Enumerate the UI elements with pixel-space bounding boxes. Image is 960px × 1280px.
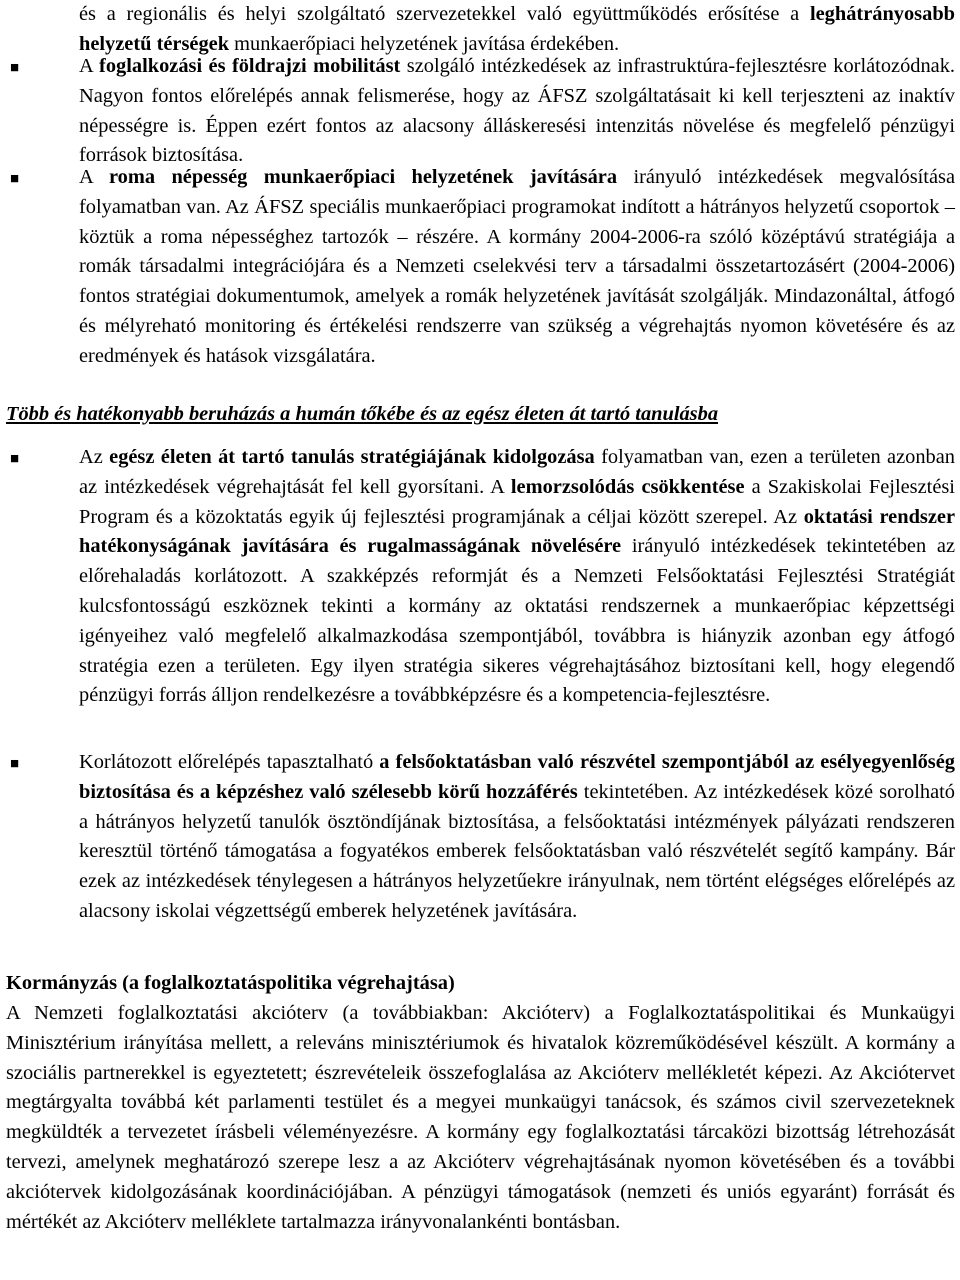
bullet-marker-icon: ■ <box>10 60 20 76</box>
bullet-mobility: A foglalkozási és földrajzi mobilitást szolgáló intézkedések az infrastruktúra-fejlesztésre korlátozódnak. Nagyon fontos előrelépés annak felismerése, hogy az ÁFSZ szolgáltatásait ki kell terjeszteni az inaktív népességre is. Éppen ezért fontos az alacsony álláskeresési intenzitás növelése és megfelelő pénzügyi források biztosítása. <box>79 55 955 167</box>
section-heading-governance: Kormányzás (a foglalkoztatáspolitika végrehajtása) <box>6 972 455 994</box>
bullet-marker-icon: ■ <box>10 756 20 772</box>
para-governance: A Nemzeti foglalkoztatási akcióterv (a továbbiakban: Akcióterv) a Foglalkoztatáspolitikai és Munkaügyi Minisztérium irányítása mellett, a releváns minisztériumok és hivatalok közreműködésével készült. A kormány a szociális partnerekkel is egyeztetett; észrevételeik összefoglalása az Akcióterv mellékletét képezi. Az Akciótervet megtárgyalta továbbá két parlamenti testület és a megyei munkaügyi tanácsok, és számos civil szervezeteknek megküldték a tervezetet írásbeli véleményezésre. A kormány egy foglalkoztatási tárcaközi bizottság létrehozását tervezi, amelynek meghatározó szerepe lesz a az Akcióterv végrehajtásának nyomon követésében és a további akciótervek kidolgozásának koordinációjában. A pénzügyi támogatások (nemzeti és uniós egyaránt) forrását és mértékét az Akcióterv melléklete tartalmazza irányvonalankénti bontásban. <box>6 1002 955 1233</box>
bullet-marker-icon: ■ <box>10 451 20 467</box>
bullet-higher-education: Korlátozott előrelépés tapasztalható a felsőoktatásban való részvétel szempontjából az esélyegyenlőség biztosítása és a képzéshez való szélesebb körű hozzáférés tekintetében. Az intézkedések közé sorolható a hátrányos helyzetű tanulók ösztöndíjának biztosítása, a felsőoktatási intézmények pályázati rendszeren keresztül történő támogatása a fogyatékos emberek felsőoktatásban való részvételét segítő kampány. Bár ezek az intézkedések ténylegesen a hátrányos helyzetűekre irányulnak, nem történt elégséges előrelépés az alacsony iskolai végzettségű emberek helyzetének javítására. <box>79 751 955 922</box>
para-continuation: és a regionális és helyi szolgáltató szervezetekkel való együttműködés erősítése a leghátrányosabb helyzetű térségek munkaerőpiaci helyzetének javítása érdekében. <box>79 3 955 55</box>
section-heading-investment: Több és hatékonyabb beruházás a humán tőkébe és az egész életen át tartó tanulásba <box>6 403 719 425</box>
bullet-lifelong-learning: Az egész életen át tartó tanulás stratégiájának kidolgozása folyamatban van, ezen a területen azonban az intézkedések végrehajtását fel kell gyorsítani. A lemorzsolódás csökkentése a Szakiskolai Fejlesztési Program és a közoktatás egyik új fejlesztési programjának a céljai között szerepel. Az oktatási rendszer hatékonyságának javítására és rugalmasságának növelésére irányuló intézkedések tekintetében az előrehaladás korlátozott. A szakképzés reformját és a Nemzeti Felsőoktatási Fejlesztési Stratégiát kulcsfontosságú eszköznek tekinti a kormány az oktatási rendszernek a munkaerőpiac képzettségi igényeihez való megfelelő alkalmazkodása szempontjából, továbbra is hiányzik azonban egy átfogó stratégia ezen a területen. Egy ilyen stratégia sikeres végrehajtásához biztosítani kell, hogy elegendő pénzügyi forrás álljon rendelkezésre a továbbképzésre és a kompetencia-fejlesztésre. <box>79 446 955 707</box>
bullet-roma: A roma népesség munkaerőpiaci helyzetének javítására irányuló intézkedések megvalósítása folyamatban van. Az ÁFSZ speciális munkaerőpiaci programokat indított a hátrányos helyzetű csoportok – köztük a roma népességhez tartozók – részére. A kormány 2004-2006-ra szóló középtávú stratégiája a romák társadalmi integrációjára és a Nemzeti cselekvési terv a társadalmi összetartozásért (2004-2006) fontos stratégiai dokumentumok, amelyek a romák helyzetének javítását szolgálják. Mindazonáltal, átfogó és mélyreható monitoring és értékelési rendszerre van szükség a végrehajtás nyomon követésére és az eredmények és hatások vizsgálatára. <box>79 166 955 367</box>
bullet-marker-icon: ■ <box>10 171 20 187</box>
